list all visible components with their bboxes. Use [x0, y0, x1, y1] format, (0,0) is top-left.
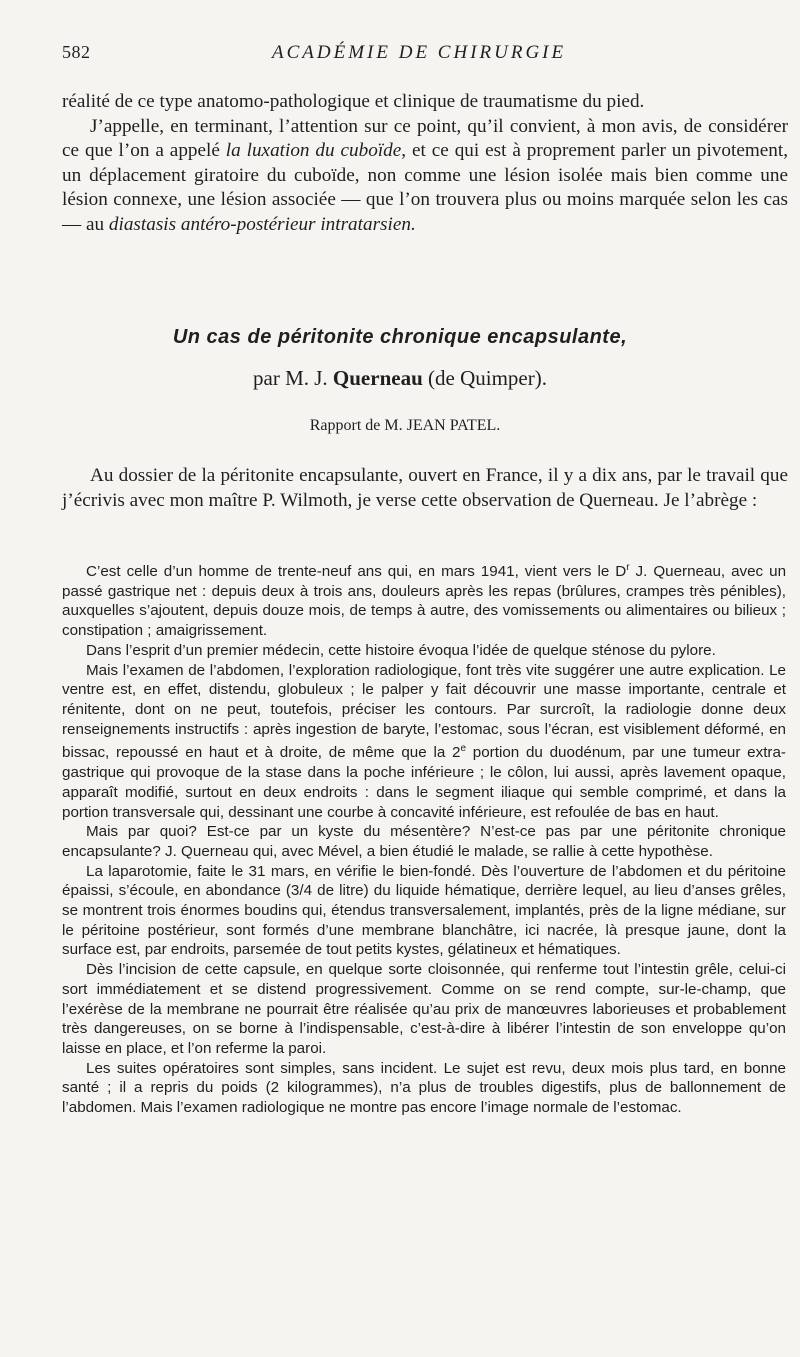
running-title: ACADÉMIE DE CHIRURGIE: [272, 42, 567, 63]
intro-italic-term: diastasis antéro-postérieur intratarsien.: [108, 213, 416, 235]
superscript: e: [460, 743, 467, 755]
observation-paragraph-6: Dès l’incision de cette capsule, en quelque sorte cloisonnée, qui renferme tout l’intestin grêle, celui-ci sort immédiatement et se distend progressivement. Comme on se rend compte, sur-le-champ, que l’exérèse de la membrane ne pourrait être réalisée qu’au prix de manœuvres laborieuses et probablement très dangereuses, on se borne à l’indispensable, c’est-à-dire à libérer l’intestin de son enveloppe qu’on laisse en place, et l’on referme la paroi.: [62, 961, 786, 1057]
lead-paragraph: Au dossier de la péritonite encapsulante, ouvert en France, il y a dix ans, par le travail que j’écrivis avec mon maître P. Wilmoth, je verse cette observation de Querneau. Je l’abrège :: [62, 465, 788, 511]
byline-prefix: par M. J.: [253, 366, 333, 390]
observation-text: portion du duodénum, par une tumeur extra-gastrique qui provoque de la stase dans la poche inférieure ; le côlon, lui aussi, après lavement opaque, apparaît modifié, surtout en deux endroits : dans le segment iliaque qui semble comprimé, et dans la portion transversale qui, dessinant une courbe à concavité inférieure, est refoulée de bas en haut.: [62, 744, 786, 821]
observation-paragraph-3: [62, 661, 786, 823]
intro-text: J’appelle, en terminant, l’attention sur ce point, qu’il convient, à mon avis, de considérer ce que l’on a appelé: [62, 115, 788, 161]
superscript: r: [626, 562, 630, 573]
intro-paragraph-1: réalité de ce type anatomo-pathologique et clinique de traumatisme du pied.: [62, 91, 645, 112]
observation-paragraph-4: Mais par quoi? Est-ce par un kyste du mésentère? N’est-ce pas par une péritonite chronique encapsulante? J. Querneau qui, avec Mével, a bien étudié le malade, se rallie à cette hypothèse.: [62, 823, 786, 860]
intro-text: , et ce qui est à proprement parler un pivotement, un déplacement giratoire du cuboïde, non comme une lésion isolée mais bien comme une lésion connexe, une lésion associée — que l’on trouvera plus ou moins marquée selon les cas — au: [62, 140, 789, 235]
observation-text: Mais l’examen de l’abdomen, l’exploration radiologique, font très vite suggérer une autre explication. Le ventre est, en effet, distendu, globuleux ; le palper y fait découvrir une masse importante, centrale et rénitente, dont on ne peut, toutefois, préciser les contours. Par surcroît, la radiologie donne deux renseignements instructifs : après ingestion de baryte, l’estomac, sous l’écran, est visiblement déformé, en bissac, repoussé en haut et à droite, de même que la 2: [62, 661, 786, 762]
byline-author: Querneau: [332, 366, 423, 390]
article-byline: [0, 366, 800, 391]
observation-paragraph-2: Dans l’esprit d’un premier médecin, cette histoire évoqua l’idée de quelque sténose du pylore.: [86, 641, 716, 659]
intro-paragraph-2: [62, 115, 788, 238]
article-title: Un cas de péritonite chronique encapsulante,: [172, 326, 628, 348]
observation-paragraph-5: La laparotomie, faite le 31 mars, en vérifie le bien-fondé. Dès l’ouverture de l’abdomen et du péritoine épaissi, s’écoule, en abondance (3/4 de litre) du liquide hématique, derrière lequel, au lieu d’anses grêles, se montrent trois énormes boudins qui, étendus transversalement, implantés, près de la ligne médiane, sur le péritoine postérieur, sont formés d’une membrane blanchâtre, ici nacrée, là presque jaune, dont la surface est, par endroits, parsemée de tout petits kystes, gélatineux et hématiques.: [62, 862, 786, 959]
intro-italic-term: la luxation du cuboïde: [225, 140, 402, 161]
page-number: 582: [62, 42, 91, 62]
page-header: [62, 42, 778, 72]
intro-section: [62, 90, 788, 237]
observation-paragraph-7: Les suites opératoires sont simples, sans incident. Le sujet est revu, deux mois plus tard, en bonne santé ; il a repris du poids (2 kilogrammes), n’a plus de troubles digestifs, plus de ballonnement de l’abdomen. Mais l’examen radiologique ne montre pas encore l’image normale de l’estomac.: [62, 1059, 786, 1117]
report-line: Rapport de M. JEAN PATEL.: [309, 417, 501, 434]
lead-section: [62, 464, 788, 513]
observation-paragraph-1: [62, 558, 786, 641]
byline-suffix: (de Quimper).: [422, 366, 547, 390]
observation-text: C’est celle d’un homme de trente-neuf ans qui, en mars 1941, vient vers le D: [86, 563, 627, 581]
observation-section: [62, 558, 786, 1118]
observation-text: J. Querneau, avec un passé gastrique net : depuis deux à trois ans, douleurs après les repas (brûlures, crampes très pénibles), auxquelles s’ajoutent, depuis douze mois, de temps à autre, des vomissements ou alimentaires ou bilieux ; constipation ; amaigrissement.: [62, 563, 787, 640]
